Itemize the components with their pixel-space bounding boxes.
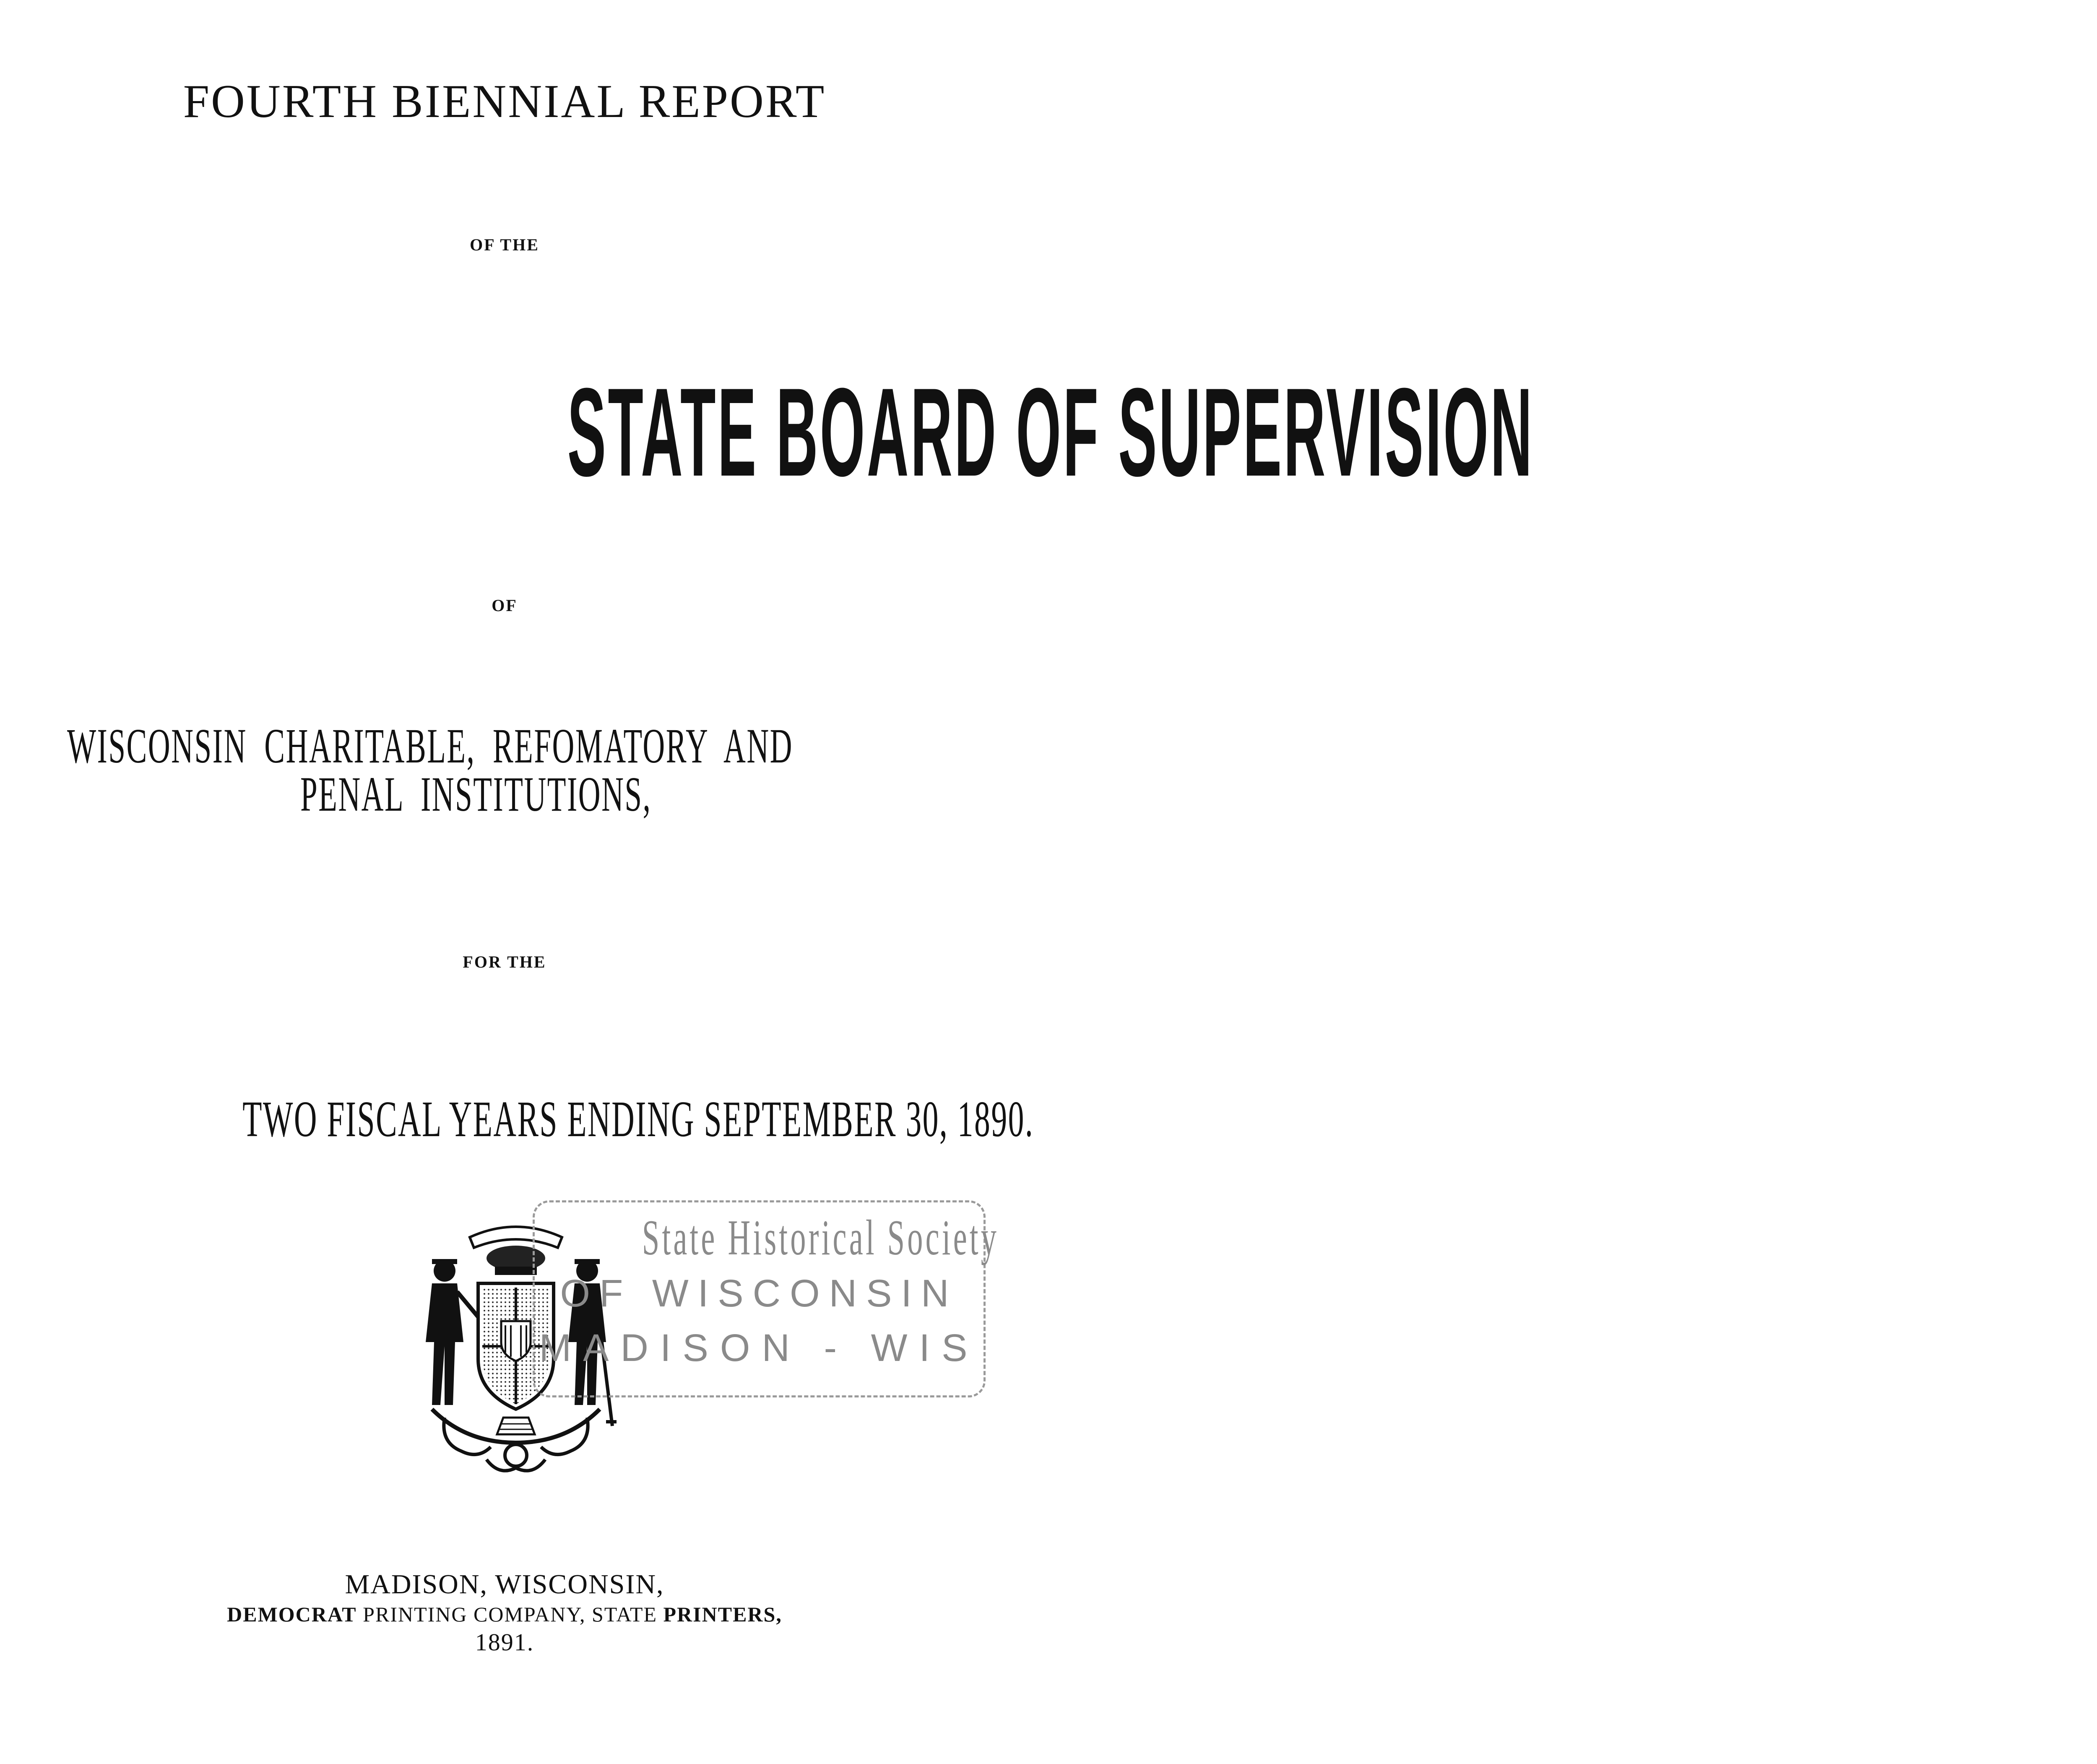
imprint-printer-middle: PRINTING COMPANY, STATE [356,1603,663,1626]
imprint-printer-democrat: DEMOCRAT [227,1603,357,1626]
board-title-text: STATE BOARD OF SUPERVISION [567,362,1534,502]
institutions-line-1 [67,718,1238,773]
report-title: FOURTH BIENNIAL REPORT [183,75,826,127]
stamp-state: OF WISCONSIN [560,1272,958,1315]
institutions-line-2 [300,767,867,822]
stamp-city: MADISON - WIS [539,1327,979,1369]
institutions-line-2-text: PENAL INSTITUTIONS, [300,767,652,822]
fiscal-period [0,1091,1034,1147]
stamp-society-name [533,1209,999,1267]
library-stamp [533,1200,999,1397]
stamp-society-name-text: State Historical Society [642,1210,999,1265]
board-title [0,362,1534,502]
imprint-printer-end: PRINTERS, [663,1603,782,1626]
of-connector: OF [492,596,518,615]
institutions-line-1-text: WISCONSIN CHARITABLE, REFOMATORY AND [67,718,794,773]
imprint-year: 1891. [475,1629,534,1656]
for-the-connector: FOR THE [463,952,546,971]
of-the-connector: OF THE [470,235,539,254]
imprint-city: MADISON, WISCONSIN, [345,1569,664,1600]
fiscal-period-text: TWO FISCAL YEARS ENDING SEPTEMBER 30, 1890. [242,1091,1034,1147]
imprint-printer [0,1602,1009,1626]
